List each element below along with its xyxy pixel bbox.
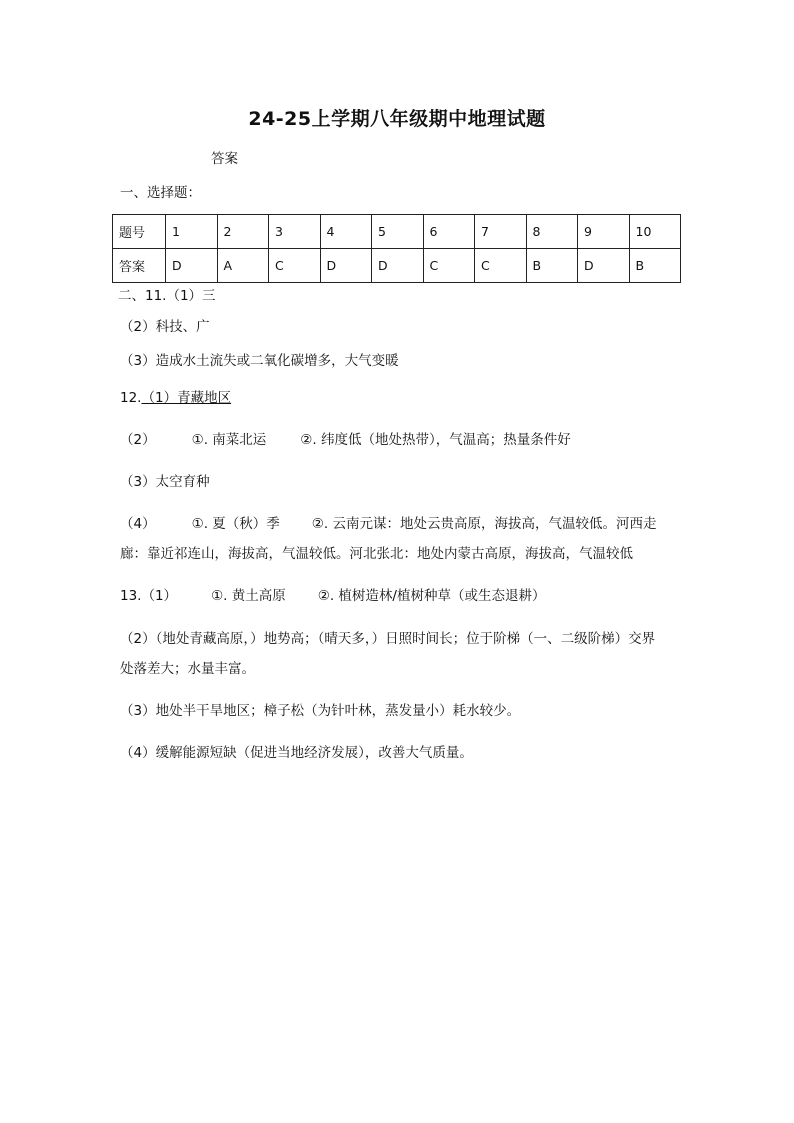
q12-part4-b: ②. 云南元谋：地处云贵高原，海拔高，气温较低。河西走 (311, 516, 657, 532)
q12-part4-c: 廊：靠近祁连山，海拔高，气温较低。河北张北：地处内蒙古高原，海拔高，气温较低 (120, 546, 633, 562)
q12-part2-b: ②. 纬度低（地处热带），气温高；热量条件好 (300, 432, 571, 448)
table-cell-number: 2 (217, 215, 269, 249)
table-cell-answer: B (526, 249, 578, 283)
q13-part1-a: ①. 黄土高原 (211, 588, 286, 604)
table-cell-number: 1 (166, 215, 218, 249)
table-cell-number: 4 (320, 215, 372, 249)
table-cell-number: 8 (526, 215, 578, 249)
table-cell-answer: A (217, 249, 269, 283)
table-row-label: 答案 (113, 249, 166, 283)
q12-label: 12. (120, 390, 142, 406)
table-cell-number: 6 (423, 215, 475, 249)
q13-part4: （4）缓解能源短缺（促进当地经济发展），改善大气质量。 (120, 745, 473, 761)
q11-part1: 二、11.（1）三 (118, 288, 216, 304)
q13-part2-b: 处落差大；水量丰富。 (120, 661, 255, 677)
page-title: 24-25上学期八年级期中地理试题 (248, 108, 546, 130)
table-cell-answer: C (475, 249, 527, 283)
q13-part3: （3）地处半干旱地区；樟子松（为针叶林，蒸发量小）耗水较少。 (120, 703, 521, 719)
table-cell-answer: C (423, 249, 475, 283)
q13-part1-b: ②. 植树造林/植树种草（或生态退耕） (317, 588, 546, 604)
table-cell-number: 7 (475, 215, 527, 249)
q11-part3: （3）造成水土流失或二氧化碳增多，大气变暖 (120, 353, 399, 369)
table-cell-answer: C (269, 249, 321, 283)
table-cell-answer: D (320, 249, 372, 283)
q12-part1 (120, 389, 261, 407)
table-row-answers (113, 249, 681, 283)
q12-part3: （3）太空育种 (120, 474, 210, 490)
table-row-label: 题号 (113, 215, 166, 249)
table-cell-number: 5 (372, 215, 424, 249)
table-cell-number: 10 (629, 215, 681, 249)
table-cell-answer: D (166, 249, 218, 283)
table-cell-answer: D (372, 249, 424, 283)
table-row-numbers (113, 215, 681, 249)
q12-part1-answer: （1）青藏地区 (141, 390, 232, 406)
table-cell-number: 3 (269, 215, 321, 249)
q12-part4: （4） ①. 夏（秋）季 ②. 云南元谋：地处云贵高原，海拔高，气温较低。河西走 (120, 516, 657, 532)
q13-part1: 13.（1） ①. 黄土高原 ②. 植树造林/植树种草（或生态退耕） (120, 588, 546, 604)
section1-heading: 一、选择题： (120, 185, 201, 201)
q13-part2-a: （2）（地处青藏高原，）地势高；（晴天多，）日照时间长；位于阶梯（一、二级阶梯）交界 (120, 631, 656, 647)
q12-part2-a: ①. 南菜北运 (191, 432, 267, 448)
q11-part2: （2）科技、广 (120, 319, 210, 335)
table-cell-answer: B (629, 249, 681, 283)
answer-table (112, 214, 681, 283)
answer-subtitle: 答案 (211, 151, 238, 167)
q12-part2: （2） ①. 南菜北运 ②. 纬度低（地处热带），气温高；热量条件好 (120, 432, 571, 448)
table-cell-answer: D (578, 249, 630, 283)
q12-part4-a: ①. 夏（秋）季 (191, 516, 280, 532)
table-cell-number: 9 (578, 215, 630, 249)
